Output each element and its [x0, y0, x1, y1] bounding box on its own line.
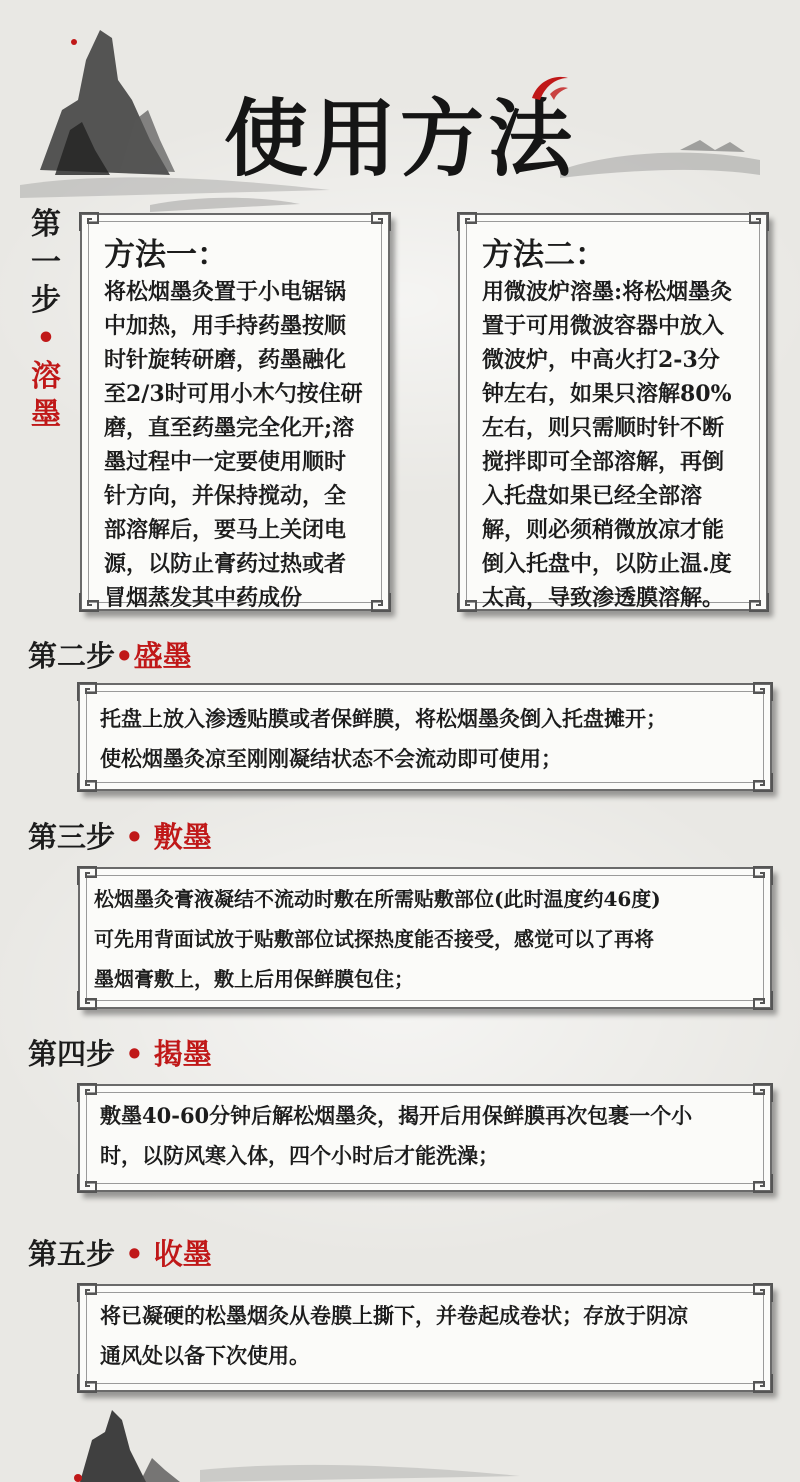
step5-prefix: 第五步: [28, 1237, 116, 1271]
step5-name: 收墨: [153, 1237, 212, 1271]
step1-dot: •: [36, 321, 56, 356]
method1-line: 针方向，并保持搅动，全: [104, 483, 347, 509]
method1-line: 墨过程中一定要使用顺时: [104, 449, 347, 475]
step4-name: 揭墨: [153, 1037, 212, 1071]
method1-line: 时针旋转研磨，药墨融化: [104, 347, 347, 373]
step4-text: [100, 1096, 760, 1176]
step1-name-char: 墨: [31, 397, 61, 432]
method2-card: [458, 213, 768, 611]
step2-text: [100, 699, 760, 779]
step2-dot: •: [115, 639, 134, 673]
step4-line: 敷墨40-60分钟后解松烟墨灸，揭开后用保鲜膜再次包裹一个小: [100, 1103, 693, 1128]
fret-corner-icon: [78, 591, 100, 613]
method1-text: [104, 275, 376, 615]
step3-prefix: 第三步: [28, 820, 116, 854]
method2-line: 钟左右，如果只溶解80%: [482, 381, 732, 407]
method1-heading: 方法一：: [104, 237, 228, 273]
step3-text: [94, 879, 764, 999]
fret-corner-icon: [456, 591, 478, 613]
step2-line: 使松烟墨灸凉至刚刚凝结状态不会流动即可使用；: [100, 746, 562, 771]
step2-card: [78, 683, 772, 791]
step1-name-char: 溶: [31, 359, 61, 394]
step5-text: [100, 1296, 760, 1376]
step3-name: 敷墨: [153, 820, 212, 854]
step4-card: [78, 1084, 772, 1192]
fret-corner-icon: [76, 771, 98, 793]
red-brush-mark-icon: [528, 70, 572, 110]
step5-heading: [28, 1232, 212, 1273]
method1-line: 至2/3时可用小木勺按住研: [104, 381, 363, 407]
method2-line: 倒入托盘中，以防止温.度: [482, 551, 732, 577]
step5-dot: •: [115, 1237, 154, 1271]
method1-card: [80, 213, 390, 611]
fret-corner-icon: [78, 211, 100, 233]
method2-text: [482, 275, 754, 615]
method1-line: 磨，直至药墨完全化开;溶: [104, 415, 355, 441]
step4-prefix: 第四步: [28, 1037, 116, 1071]
fret-corner-icon: [76, 1372, 98, 1394]
fret-corner-icon: [456, 211, 478, 233]
method2-line: 太高，导致渗透膜溶解。: [482, 585, 725, 611]
step2-heading: [28, 634, 192, 675]
method2-line: 用微波炉溶墨:将松烟墨灸: [482, 279, 733, 305]
method2-heading: 方法二：: [482, 237, 606, 273]
method2-line: 左右，则只需顺时针不断: [482, 415, 725, 441]
fret-corner-icon: [76, 1282, 98, 1304]
method1-line: 中加热，用手持药墨按顺: [104, 313, 347, 339]
method2-line: 搅拌即可全部溶解，再倒: [482, 449, 725, 475]
method2-line: 入托盘如果已经全部溶: [482, 483, 703, 509]
step3-heading: [28, 815, 212, 856]
method2-line: 置于可用微波容器中放入: [482, 313, 725, 339]
step5-card: [78, 1284, 772, 1392]
fret-corner-icon: [76, 681, 98, 703]
step1-prefix-char: 第: [31, 207, 61, 242]
step3-line: 墨烟膏敷上，敷上后用保鲜膜包住；: [94, 967, 414, 991]
step2-line: 托盘上放入渗透贴膜或者保鲜膜，将松烟墨灸倒入托盘摊开；: [100, 706, 667, 731]
method1-line: 冒烟蒸发其中药成份: [104, 585, 303, 611]
step5-line: 通风处以备下次使用。: [100, 1343, 310, 1368]
fret-corner-icon: [76, 1082, 98, 1104]
step2-prefix: 第二步: [28, 639, 116, 673]
step3-line: 可先用背面试放于贴敷部位试探热度能否接受，感觉可以了再将: [94, 927, 654, 951]
page-title: 使用方法: [223, 89, 576, 188]
step4-dot: •: [115, 1037, 154, 1071]
method1-line: 将松烟墨灸置于小电锯锅: [104, 279, 347, 305]
step3-dot: •: [115, 820, 154, 854]
method1-line: 部溶解后，要马上关闭电: [104, 517, 347, 543]
fret-corner-icon: [370, 211, 392, 233]
step1-label: [27, 206, 65, 434]
step4-line: 时，以防风寒入体，四个小时后才能洗澡；: [100, 1143, 499, 1168]
fret-corner-icon: [76, 1172, 98, 1194]
method2-line: 微波炉，中高火打2-3分: [482, 347, 720, 373]
method1-line: 源，以防止膏药过热或者: [104, 551, 347, 577]
step4-heading: [28, 1032, 212, 1073]
step5-line: 将已凝硬的松墨烟灸从卷膜上撕下，并卷起成卷状；存放于阴凉: [100, 1303, 688, 1328]
step2-name: 盛墨: [133, 639, 192, 673]
step3-card: [78, 867, 772, 1009]
method2-line: 解，则必须稍微放凉才能: [482, 517, 725, 543]
step1-prefix-char: 一: [31, 245, 61, 280]
step1-prefix-char: 步: [31, 283, 61, 318]
fret-corner-icon: [748, 211, 770, 233]
step3-line: 松烟墨灸膏液凝结不流动时敷在所需贴敷部位(此时温度约46度): [94, 887, 661, 911]
